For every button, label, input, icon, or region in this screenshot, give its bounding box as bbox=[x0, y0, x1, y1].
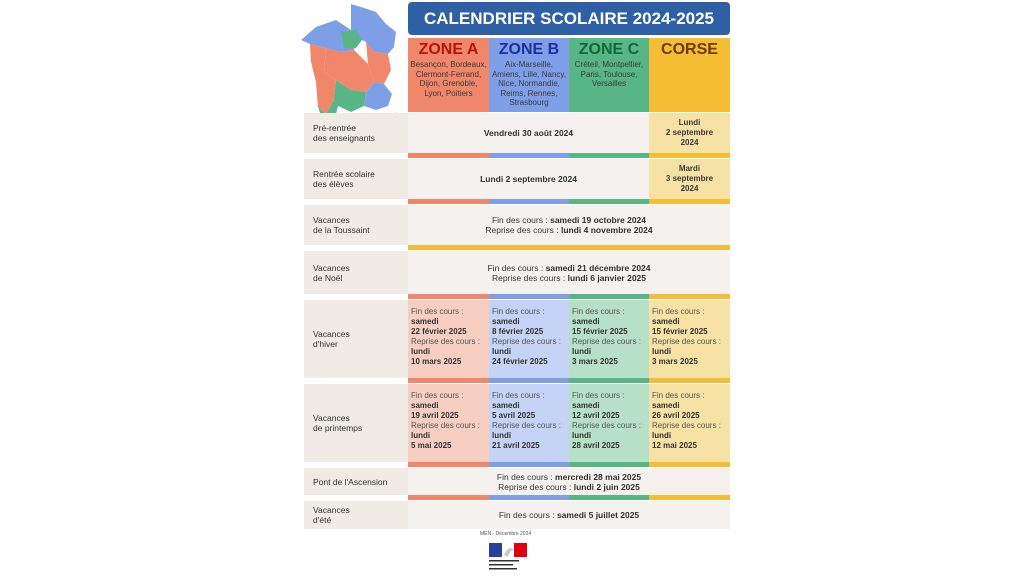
separator-strip bbox=[569, 378, 649, 383]
zone-b-name: ZONE B bbox=[498, 41, 560, 58]
separator-strip bbox=[649, 153, 730, 158]
ascension-reprise: lundi 2 juin 2025 bbox=[573, 481, 640, 492]
republique-francaise-logo bbox=[487, 541, 529, 571]
separator-strip bbox=[489, 462, 569, 467]
row-label-rentree: Rentrée scolaire des élèves bbox=[304, 159, 408, 199]
rentree-date: Lundi 2 septembre 2024 bbox=[480, 174, 577, 184]
separator-strip bbox=[649, 462, 730, 467]
noel-cell: Fin des cours : samedi 21 décembre 2024 Reprise des cours : lundi 6 janvier 2025 bbox=[408, 251, 730, 294]
toussaint-cell: Fin des cours : samedi 19 octobre 2024 Reprise des cours : lundi 4 novembre 2024 bbox=[408, 205, 730, 245]
toussaint-fin: samedi 19 octobre 2024 bbox=[550, 215, 647, 225]
separator-strip bbox=[408, 294, 489, 299]
toussaint-reprise: lundi 4 novembre 2024 bbox=[560, 225, 653, 235]
zone-c-cities: Créteil, Montpellier, Paris, Toulouse, Versailles bbox=[574, 60, 644, 88]
printemps-zone-a-cell: Fin des cours : samedi 19 avril 2025 Reprise des cours : lundi 5 mai 2025 bbox=[408, 384, 489, 462]
rentree-common-cell bbox=[408, 159, 649, 199]
separator-strip bbox=[408, 245, 730, 250]
separator-strip bbox=[569, 294, 649, 299]
zone-c-header bbox=[569, 38, 649, 112]
row-label-noel: Vacances de Noël bbox=[304, 251, 408, 294]
separator-strip bbox=[489, 495, 569, 500]
hiver-zone-b-cell: Fin des cours : samedi 8 février 2025 Reprise des cours : lundi 24 février 2025 bbox=[489, 300, 569, 378]
ascension-cell: Fin des cours : mercredi 28 mai 2025 Reprise des cours : lundi 2 juin 2025 bbox=[408, 468, 730, 495]
separator-strip bbox=[649, 378, 730, 383]
separator-strip bbox=[489, 153, 569, 158]
printemps-zone-c-cell: Fin des cours : samedi 12 avril 2025 Reprise des cours : lundi 28 avril 2025 bbox=[569, 384, 649, 462]
page-title: CALENDRIER SCOLAIRE 2024-2025 bbox=[408, 2, 730, 35]
row-label-prerentree: Pré-rentrée des enseignants bbox=[304, 113, 408, 153]
zone-b-header bbox=[489, 38, 569, 112]
separator-strip bbox=[489, 294, 569, 299]
rentree-corse-cell: Mardi 3 septembre 2024 bbox=[649, 159, 730, 199]
row-label-printemps: Vacances de printemps bbox=[304, 384, 408, 462]
printemps-corse-cell: Fin des cours : samedi 26 avril 2025 Reprise des cours : lundi 12 mai 2025 bbox=[649, 384, 730, 462]
zone-a-cities: Besançon, Bordeaux, Clermont-Ferrand, Dijon, Grenoble, Lyon, Poitiers bbox=[410, 60, 487, 98]
hiver-zone-c-cell: Fin des cours : samedi 15 février 2025 Reprise des cours : lundi 3 mars 2025 bbox=[569, 300, 649, 378]
printemps-zone-b-cell: Fin des cours : samedi 5 avril 2025 Reprise des cours : lundi 21 avril 2025 bbox=[489, 384, 569, 462]
row-label-ascension: Pont de l'Ascension bbox=[304, 468, 408, 495]
separator-strip bbox=[569, 153, 649, 158]
footer-date: MEN - Décembre 2024 bbox=[480, 531, 532, 537]
noel-fin: samedi 21 décembre 2024 bbox=[545, 262, 651, 273]
zone-a-name: ZONE A bbox=[418, 41, 479, 58]
corse-header bbox=[649, 38, 730, 112]
separator-strip bbox=[569, 199, 649, 204]
ete-fin: samedi 5 juillet 2025 bbox=[556, 510, 640, 520]
zone-a-header bbox=[408, 38, 489, 112]
separator-strip bbox=[569, 462, 649, 467]
separator-strip bbox=[408, 462, 489, 467]
zone-c-name: ZONE C bbox=[578, 41, 640, 58]
prerentree-date: Vendredi 30 août 2024 bbox=[483, 128, 574, 138]
separator-strip bbox=[408, 378, 489, 383]
corse-name: CORSE bbox=[661, 41, 718, 58]
separator-strip bbox=[408, 199, 489, 204]
prerentree-common-cell bbox=[408, 113, 649, 153]
separator-strip bbox=[489, 378, 569, 383]
ete-cell: Fin des cours : samedi 5 juillet 2025 bbox=[408, 501, 730, 529]
separator-strip bbox=[649, 199, 730, 204]
ascension-fin: mercredi 28 mai 2025 bbox=[555, 471, 642, 482]
prerentree-corse-cell: Lundi 2 septembre 2024 bbox=[649, 113, 730, 153]
separator-strip bbox=[408, 153, 489, 158]
hiver-corse-cell: Fin des cours : samedi 15 février 2025 Reprise des cours : lundi 3 mars 2025 bbox=[649, 300, 730, 378]
row-label-toussaint: Vacances de la Toussaint bbox=[304, 205, 408, 245]
separator-strip bbox=[489, 199, 569, 204]
noel-reprise: lundi 6 janvier 2025 bbox=[567, 272, 647, 283]
row-label-ete: Vacances d'été bbox=[304, 501, 408, 529]
row-label-hiver: Vacances d'hiver bbox=[304, 300, 408, 378]
separator-strip bbox=[408, 495, 489, 500]
separator-strip bbox=[649, 495, 730, 500]
separator-strip bbox=[649, 294, 730, 299]
separator-strip bbox=[569, 495, 649, 500]
hiver-zone-a-cell: Fin des cours : samedi 22 février 2025 Reprise des cours : lundi 10 mars 2025 bbox=[408, 300, 489, 378]
zone-b-cities: Aix-Marseille, Amiens, Lille, Nancy, Nice, Normandie, Reims, Rennes, Strasbourg bbox=[491, 60, 567, 107]
